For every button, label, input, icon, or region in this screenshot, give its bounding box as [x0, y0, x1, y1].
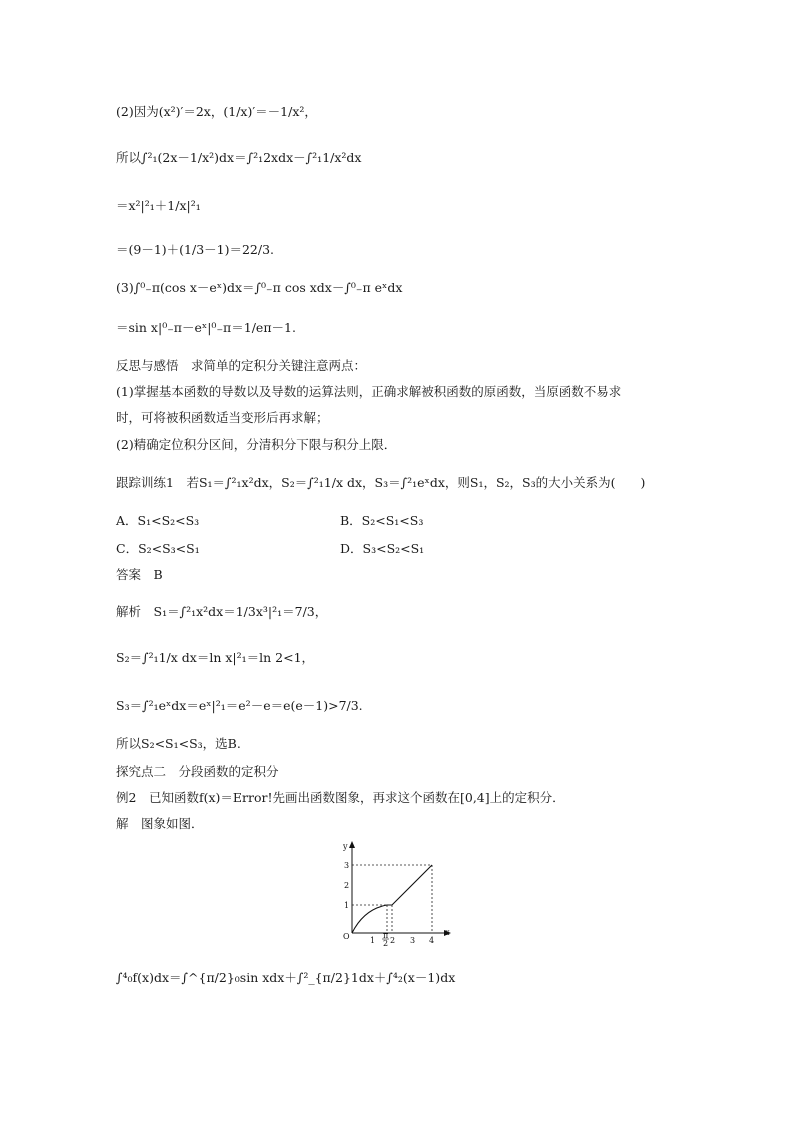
line-1: (2)因为(x²)′＝2x，(1/x)′＝－1/x²， — [116, 104, 317, 119]
option-b: B．S₂<S₁<S₃ — [340, 513, 424, 528]
origin-label: O — [343, 932, 350, 941]
exercise-question: 跟踪训练1 若S₁＝∫²₁x²dx，S₂＝∫²₁1/x dx，S₃＝∫²₁eˣdx，则S₁，S₂，S₃的大小关系为( ) — [116, 475, 646, 490]
pi-over-2-numerator: π — [383, 931, 389, 940]
option-a: A．S₁<S₂<S₃ — [116, 513, 200, 528]
example-2-line: 例2 已知函数f(x)＝Error!先画出函数图象，再求这个函数在[0,4]上的定积分． — [116, 790, 565, 805]
analysis-line-3: S₃＝∫²₁eˣdx＝eˣ|²₁＝e²－e＝e(e－1)>7/3. — [116, 698, 363, 713]
y-tick-1: 1 — [344, 901, 350, 910]
integral-line: ∫⁴₀f(x)dx＝∫^{π/2}₀sin xdx＋∫²_{π/2}1dx＋∫⁴₂(x－1)dx — [116, 970, 456, 985]
x-tick-2: 2 — [390, 936, 396, 945]
line-4: ＝(9－1)＋(1/3－1)＝22/3. — [116, 242, 275, 257]
x-tick-3: 3 — [410, 936, 416, 945]
line-8: (1)掌握基本函数的导数以及导数的运算法则，正确求解被积函数的原函数，当原函数不易求 — [116, 384, 622, 399]
y-tick-2: 2 — [344, 881, 350, 890]
function-graph — [338, 838, 458, 946]
x-tick-1: 1 — [370, 936, 376, 945]
section-heading: 探究点二 分段函数的定积分 — [116, 764, 279, 779]
answer-line: 答案 B — [116, 567, 163, 582]
line-10: (2)精确定位积分区间，分清积分下限与积分上限． — [116, 437, 397, 452]
option-d: D．S₃<S₂<S₁ — [340, 541, 425, 556]
option-c: C．S₂<S₃<S₁ — [116, 541, 200, 556]
line-3: ＝x²|²₁＋1/x|²₁ — [116, 198, 201, 213]
y-axis-label: y — [343, 842, 348, 851]
analysis-line-2: S₂＝∫²₁1/x dx＝ln x|²₁＝ln 2<1， — [116, 650, 315, 665]
line-2: 所以∫²₁(2x－1/x²)dx＝∫²₁2xdx－∫²₁1/x²dx — [116, 150, 362, 165]
reflection-heading: 反思与感悟 求简单的定积分关键注意两点： — [116, 358, 367, 373]
analysis-line-1: 解析 S₁＝∫²₁x²dx＝1/3x³|²₁＝7/3， — [116, 604, 328, 619]
conclusion-line: 所以S₂<S₁<S₃，选B. — [116, 736, 241, 751]
x-tick-4: 4 — [429, 936, 435, 945]
line-9: 时，可将被积函数适当变形后再求解； — [116, 410, 329, 425]
solution-line: 解 图象如图． — [116, 816, 204, 831]
y-tick-3: 3 — [344, 861, 350, 870]
line-6: ＝sin x|⁰₋π－eˣ|⁰₋π＝1/eπ－1. — [116, 320, 296, 335]
line-5: (3)∫⁰₋π(cos x－eˣ)dx＝∫⁰₋π cos xdx－∫⁰₋π eˣdx — [116, 280, 403, 295]
x-axis-label: x — [445, 928, 450, 937]
pi-over-2-denominator: 2 — [383, 939, 389, 946]
